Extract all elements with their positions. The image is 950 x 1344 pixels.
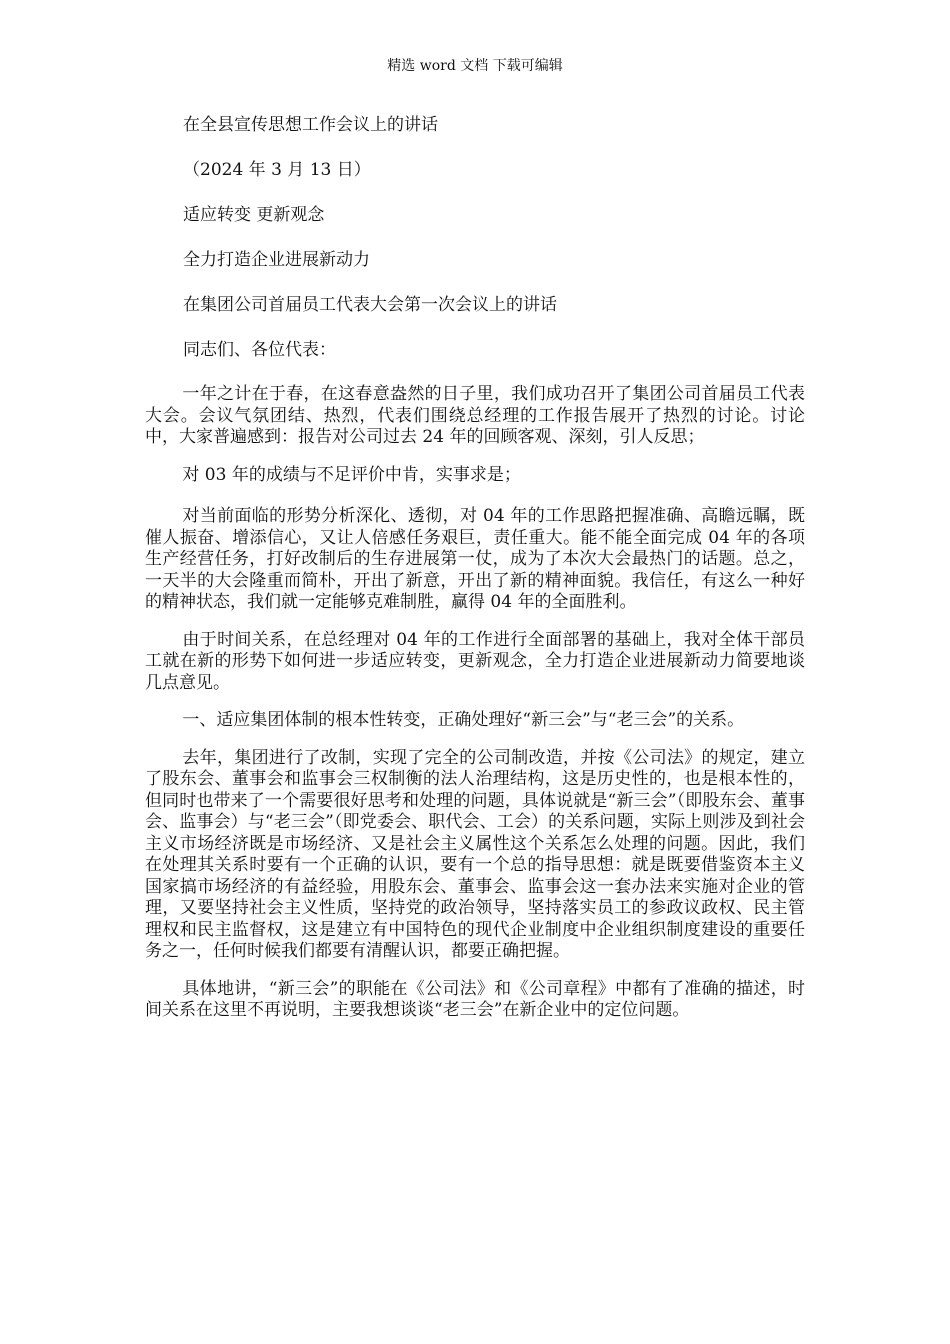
speech-occasion: 在集团公司首届员工代表大会第一次会议上的讲话 <box>183 295 557 315</box>
salutation: 同志们、各位代表： <box>183 340 336 360</box>
document-date: （2024 年 3 月 13 日） <box>183 160 371 180</box>
document-body <box>145 114 805 1038</box>
section-heading: 一、适应集团体制的根本性转变，正确处理好“新三会”与“老三会”的关系。 <box>182 710 745 730</box>
paragraph: 具体地讲，“新三会”的职能在《公司法》和《公司章程》中都有了准确的描述，时间关系在这里不再说明，主要我想谈谈“老三会”在新企业中的定位问题。 <box>145 978 805 1020</box>
speech-heading: 适应转变 更新观念 <box>183 205 325 225</box>
paragraph: 对当前面临的形势分析深化、透彻，对 04 年的工作思路把握准确、高瞻远瞩，既催人振奋、增添信心，又让人倍感任务艰巨，责任重大。能不能全面完成 04 年的各项生产经营任务，打好改制后的生存进展第一仗，成为了本次大会最热门的话题。总之，一天半的大会隆重而简朴，开出了新意，开出了新的精神面貌。我信任，有这么一种好的精神状态，我们就一定能够克难制胜，赢得 04 年的全面胜利。 <box>145 506 805 612</box>
document-title: 在全县宣传思想工作会议上的讲话 <box>183 115 438 135</box>
speech-subheading: 全力打造企业进展新动力 <box>183 250 370 270</box>
paragraph: 由于时间关系，在总经理对 04 年的工作进行全面部署的基础上，我对全体干部员工就在新的形势下如何进一步适应转变，更新观念，全力打造企业进展新动力简要地谈几点意见。 <box>145 629 805 693</box>
paragraph: 一年之计在于春，在这春意盎然的日子里，我们成功召开了集团公司首届员工代表大会。会议气氛团结、热烈，代表们围绕总经理的工作报告展开了热烈的讨论。讨论中，大家普遍感到：报告对公司过去 24 年的回顾客观、深刻，引人反思； <box>145 384 805 447</box>
paragraph: 去年，集团进行了改制，实现了完全的公司制改造，并按《公司法》的规定，建立了股东会、董事会和监事会三权制衡的法人治理结构，这是历史性的，也是根本性的，但同时也带来了一个需要很好思考和处理的问题，具体说就是“新三会”（即股东会、董事会、监事会）与“老三会”（即党委会、职代会、工会）的关系问题，实际上则涉及到社会主义市场经济既是市场经济、又是社会主义属性这个关系怎么处理的问题。因此，我们在处理其关系时要有一个正确的认识，要有一个总的指导思想：就是既要借鉴资本主义国家搞市场经济的有益经验，用股东会、董事会、监事会这一套办法来实施对企业的管理，又要坚持社会主义性质，坚持党的政治领导，坚持落实员工的参政议政权、民主管理权和民主监督权，这是建立有中国特色的现代企业制度中企业组织制度建设的重要任务之一，任何时候我们都要有清醒认识，都要正确把握。 <box>145 747 805 961</box>
page-header: 精选 word 文档 下载可编辑 <box>387 58 563 74</box>
paragraph: 对 03 年的成绩与不足评价中肯，实事求是； <box>182 464 521 485</box>
